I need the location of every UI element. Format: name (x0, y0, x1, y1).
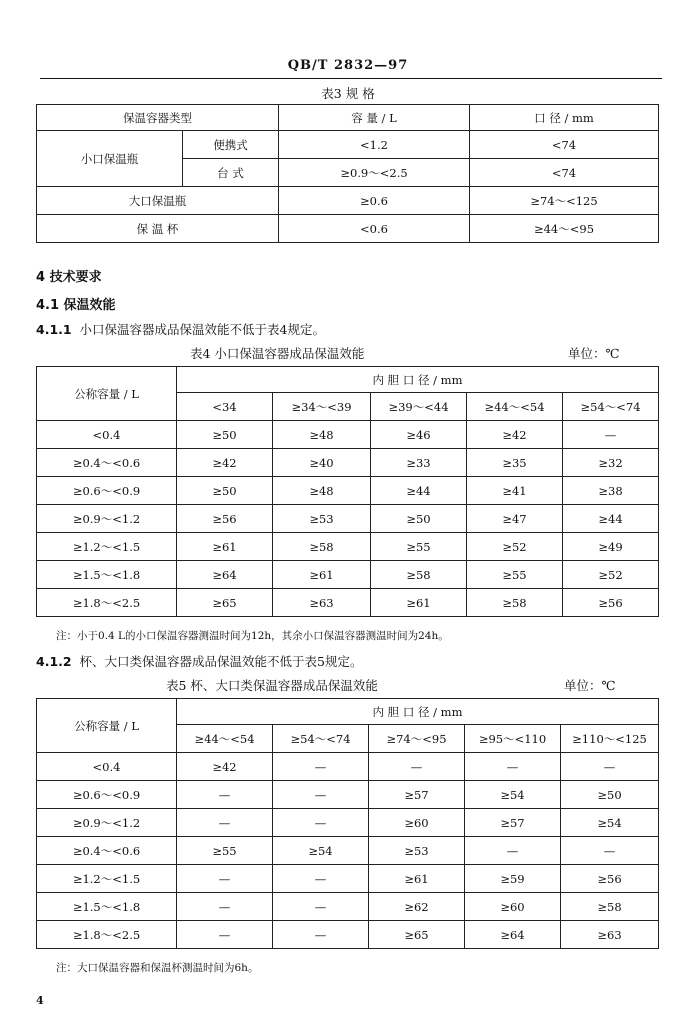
cell: — (465, 837, 561, 865)
table5 (36, 698, 659, 949)
cell: ≥50 (177, 421, 273, 449)
cell: ≥53 (369, 837, 465, 865)
table5-col-header: ≥74～<95 (369, 725, 465, 753)
cell: ≥55 (467, 561, 563, 589)
cell: ≥61 (177, 533, 273, 561)
cell: ≥57 (369, 781, 465, 809)
cell: — (273, 921, 369, 949)
cell: ≥44 (371, 477, 467, 505)
table3-header-capacity: 容 量 / L (279, 105, 470, 131)
cell: ≥56 (563, 589, 659, 617)
cell: ≥59 (465, 865, 561, 893)
table4-col-group-header: 内 胆 口 径 / mm (177, 367, 659, 393)
cell: — (273, 781, 369, 809)
cell: ≥42 (467, 421, 563, 449)
table3-sub: 便携式 (183, 131, 279, 159)
cell: ≥60 (465, 893, 561, 921)
table-row (37, 589, 659, 617)
table5-col-header: ≥54～<74 (273, 725, 369, 753)
cell: ≥38 (563, 477, 659, 505)
cell: ≥58 (467, 589, 563, 617)
table3-group-cup: 保 温 杯 (37, 215, 279, 243)
cell: ≥54 (465, 781, 561, 809)
header-rule (40, 78, 662, 79)
cell: ≥35 (467, 449, 563, 477)
cell: ≥56 (561, 865, 659, 893)
table5-unit: 单位：℃ (564, 678, 616, 693)
row-label: ≥0.9～<1.2 (37, 809, 177, 837)
row-label: ≥0.4～<0.6 (37, 837, 177, 865)
table3-capacity: <0.6 (279, 215, 470, 243)
table3-capacity: ≥0.6 (279, 187, 470, 215)
table-row (37, 921, 659, 949)
cell: ≥54 (561, 809, 659, 837)
cell: ≥63 (561, 921, 659, 949)
cell: ≥48 (273, 421, 371, 449)
row-label: ≥1.2～<1.5 (37, 865, 177, 893)
cell: ≥41 (467, 477, 563, 505)
cell: ≥50 (177, 477, 273, 505)
paragraph-4-1-2 (36, 652, 363, 670)
cell: ≥65 (369, 921, 465, 949)
row-label: <0.4 (37, 753, 177, 781)
cell: ≥65 (177, 589, 273, 617)
table3 (36, 104, 659, 243)
cell: ≥58 (561, 893, 659, 921)
cell: — (177, 921, 273, 949)
table-row (37, 893, 659, 921)
table3-sub: 台 式 (183, 159, 279, 187)
cell: ≥49 (563, 533, 659, 561)
table-row (37, 449, 659, 477)
cell: — (273, 809, 369, 837)
cell: ≥44 (563, 505, 659, 533)
table4-col-header: <34 (177, 393, 273, 421)
paragraph-4-1-1 (36, 320, 325, 338)
table5-col-header: ≥95～<110 (465, 725, 561, 753)
page-number: 4 (36, 994, 44, 1007)
cell: ≥42 (177, 753, 273, 781)
cell: ≥50 (561, 781, 659, 809)
cell: ≥33 (371, 449, 467, 477)
table5-col-header: ≥110～<125 (561, 725, 659, 753)
table5-title: 表5 杯、大口类保温容器成品保温效能 (166, 678, 378, 693)
cell: ≥57 (465, 809, 561, 837)
table-row (37, 505, 659, 533)
cell: ≥56 (177, 505, 273, 533)
cell: — (563, 421, 659, 449)
table3-caliber: <74 (470, 131, 659, 159)
row-label: <0.4 (37, 421, 177, 449)
table4-note: 注：小于0.4 L的小口保温容器测温时间为12h，其余小口保温容器测温时间为24h。 (56, 630, 449, 642)
cell: — (465, 753, 561, 781)
paragraph-number: 4.1.2 (36, 654, 72, 669)
table3-caliber: ≥74～<125 (470, 187, 659, 215)
cell: — (177, 781, 273, 809)
cell: ≥42 (177, 449, 273, 477)
table-row (37, 421, 659, 449)
cell: ≥47 (467, 505, 563, 533)
paragraph-number: 4.1.1 (36, 322, 72, 337)
cell: ≥62 (369, 893, 465, 921)
table-row (37, 865, 659, 893)
paragraph-text: 小口保温容器成品保温效能不低于表4规定。 (79, 322, 326, 337)
table4-title: 表4 小口保温容器成品保温效能 (190, 346, 365, 361)
table-row (37, 809, 659, 837)
table-row (37, 477, 659, 505)
section-4-heading: 4 技术要求 (36, 270, 102, 285)
cell: — (561, 753, 659, 781)
cell: ≥60 (369, 809, 465, 837)
cell: ≥58 (371, 561, 467, 589)
row-label: ≥0.4～<0.6 (37, 449, 177, 477)
section-4-1-heading: 4.1 保温效能 (36, 298, 116, 313)
cell: — (273, 753, 369, 781)
cell: ≥40 (273, 449, 371, 477)
table4-col-header: ≥34～<39 (273, 393, 371, 421)
cell: ≥64 (465, 921, 561, 949)
cell: ≥54 (273, 837, 369, 865)
table5-col-header: ≥44～<54 (177, 725, 273, 753)
table3-caliber: ≥44～<95 (470, 215, 659, 243)
row-label: ≥0.6～<0.9 (37, 781, 177, 809)
cell: ≥48 (273, 477, 371, 505)
document-code: QB/T 2832—97 (287, 58, 409, 73)
row-label: ≥1.5～<1.8 (37, 561, 177, 589)
table-row (37, 533, 659, 561)
cell: — (177, 809, 273, 837)
row-label: ≥1.8～<2.5 (37, 921, 177, 949)
table-row (37, 561, 659, 589)
table4-row-header: 公称容量 / L (37, 367, 177, 421)
row-label: ≥1.5～<1.8 (37, 893, 177, 921)
table5-note: 注：大口保温容器和保温杯测温时间为6h。 (56, 962, 259, 974)
cell: ≥64 (177, 561, 273, 589)
paragraph-text: 杯、大口类保温容器成品保温效能不低于表5规定。 (79, 654, 363, 669)
row-label: ≥0.9～<1.2 (37, 505, 177, 533)
table3-group-small: 小口保温瓶 (37, 131, 183, 187)
table3-capacity: <1.2 (279, 131, 470, 159)
row-label: ≥0.6～<0.9 (37, 477, 177, 505)
table5-row-header: 公称容量 / L (37, 699, 177, 753)
cell: ≥32 (563, 449, 659, 477)
table3-header-caliber: 口 径 / mm (470, 105, 659, 131)
row-label: ≥1.2～<1.5 (37, 533, 177, 561)
cell: — (369, 753, 465, 781)
table4-unit: 单位：℃ (568, 346, 620, 361)
table4-col-header: ≥54～<74 (563, 393, 659, 421)
cell: ≥61 (273, 561, 371, 589)
cell: ≥61 (371, 589, 467, 617)
table3-capacity: ≥0.9～<2.5 (279, 159, 470, 187)
row-label: ≥1.8～<2.5 (37, 589, 177, 617)
cell: ≥52 (563, 561, 659, 589)
table-row (37, 781, 659, 809)
table3-group-large: 大口保温瓶 (37, 187, 279, 215)
table3-caliber: <74 (470, 159, 659, 187)
table3-header-type: 保温容器类型 (37, 105, 279, 131)
cell: — (177, 865, 273, 893)
table4-col-header: ≥39～<44 (371, 393, 467, 421)
cell: ≥52 (467, 533, 563, 561)
cell: ≥50 (371, 505, 467, 533)
cell: — (561, 837, 659, 865)
cell: ≥55 (177, 837, 273, 865)
cell: — (177, 893, 273, 921)
cell: ≥61 (369, 865, 465, 893)
table-row (37, 753, 659, 781)
cell: — (273, 893, 369, 921)
cell: ≥46 (371, 421, 467, 449)
cell: ≥63 (273, 589, 371, 617)
table4-col-header: ≥44～<54 (467, 393, 563, 421)
cell: ≥53 (273, 505, 371, 533)
table5-col-group-header: 内 胆 口 径 / mm (177, 699, 659, 725)
cell: ≥55 (371, 533, 467, 561)
cell: ≥58 (273, 533, 371, 561)
table-row (37, 837, 659, 865)
table4 (36, 366, 659, 617)
cell: — (273, 865, 369, 893)
table3-title: 表3 规 格 (321, 86, 375, 101)
